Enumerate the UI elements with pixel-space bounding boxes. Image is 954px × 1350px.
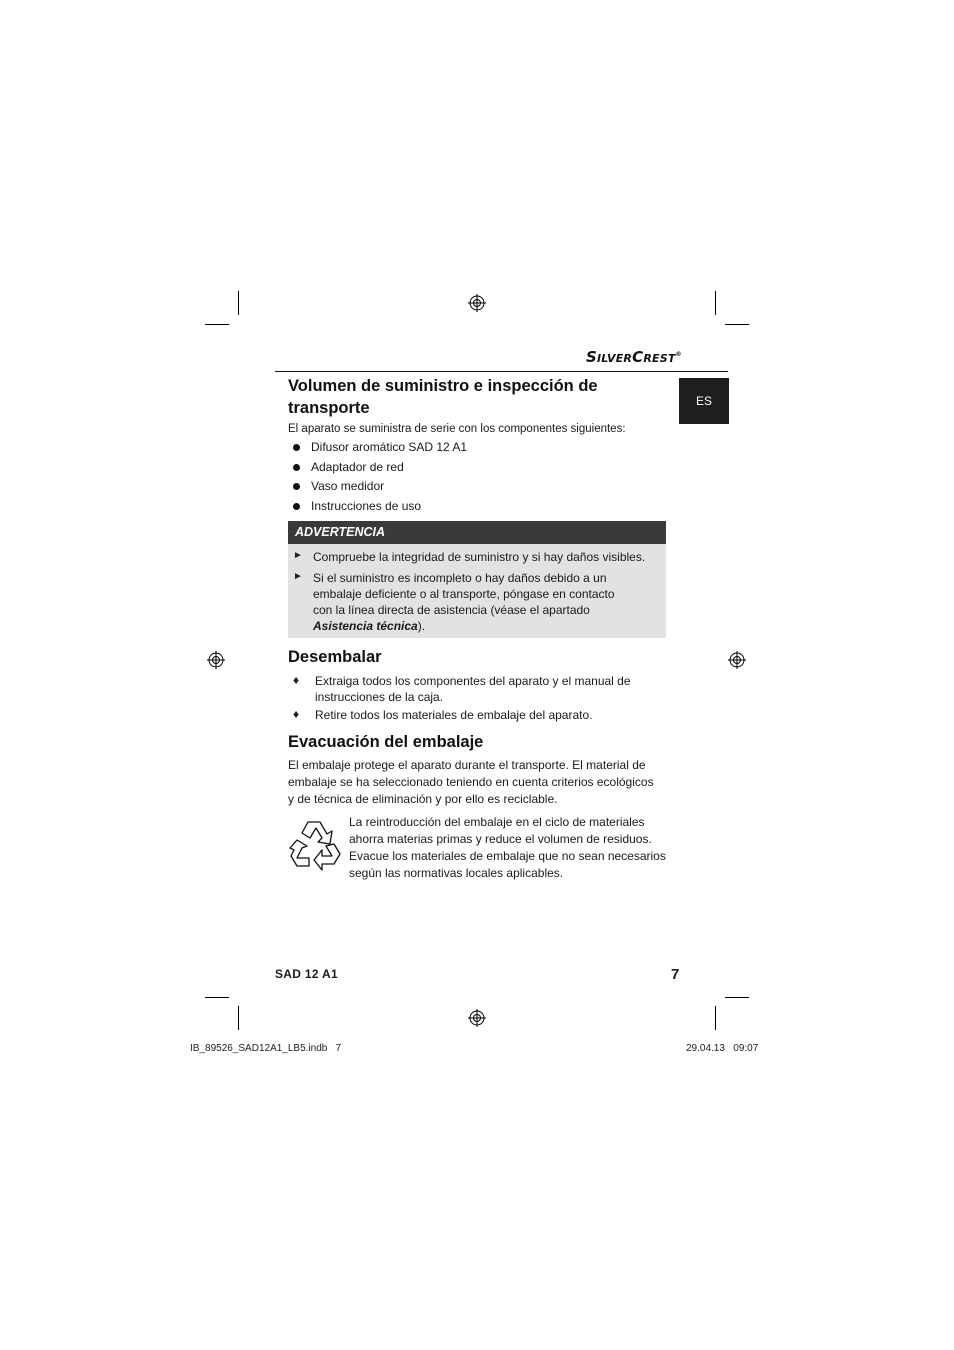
print-slug-file: IB_89526_SAD12A1_LB5.indb 7 [190, 1043, 342, 1054]
arrow-bullet-icon: ► [293, 550, 303, 561]
crop-mark [238, 291, 239, 315]
arrow-bullet-icon: ► [293, 571, 303, 582]
language-tab: ES [679, 378, 729, 424]
diamond-bullet-icon: ♦ [293, 673, 300, 687]
crop-mark [715, 291, 716, 315]
disposal-paragraph: El embalaje protege el aparato durante el transporte. El material de embalaje se ha seleccionado teniendo en cuenta criterios ecológicos y de técnica de eliminación y por ello es reciclable. [288, 758, 654, 806]
crop-mark [725, 997, 749, 998]
diamond-bullet-icon: ♦ [293, 707, 300, 721]
section-title-unpacking: Desembalar [288, 648, 382, 666]
delivery-intro: El aparato se suministra de serie con los componentes siguientes: [288, 423, 626, 435]
header-rule [275, 371, 728, 372]
model-number: SAD 12 A1 [275, 967, 338, 981]
unpacking-step: Retire todos los materiales de embalaje del aparato. [315, 708, 593, 722]
crop-mark [238, 1006, 239, 1030]
warning-item: Compruebe la integridad de suministro y si hay daños visibles. [313, 550, 646, 564]
brand-logo: SILVERCREST® [586, 348, 682, 366]
crop-mark [725, 324, 749, 325]
registration-mark-icon [207, 651, 225, 669]
registration-mark-icon [468, 1009, 486, 1027]
section-title-disposal: Evacuación del embalaje [288, 733, 484, 751]
crop-mark [205, 997, 229, 998]
registration-mark-icon [728, 651, 746, 669]
warning-header: ADVERTENCIA [288, 521, 666, 544]
unpacking-step: Extraiga todos los componentes del aparato y el manual de instrucciones de la caja. [315, 674, 631, 704]
section-title-delivery: Volumen de suministro e inspección de transporte [288, 377, 598, 417]
page-number: 7 [671, 966, 680, 983]
recycling-icon [288, 816, 344, 872]
registration-mark-icon [468, 294, 486, 312]
crop-mark [715, 1006, 716, 1030]
print-slug-date: 29.04.13 09:07 [686, 1043, 759, 1054]
recycling-text: La reintroducción del embalaje en el ciclo de materiales ahorra materias primas y reduce el volumen de residuos. Evacue los materiales de embalaje que no sean necesarios según las normativas locales aplicables. [349, 815, 666, 880]
warning-item: Si el suministro es incompleto o hay daños debido a un embalaje deficiente o al transporte, póngase en contacto con la línea directa de asistencia (véase el apartado Asistencia técnica). [313, 571, 615, 633]
crop-mark [205, 324, 229, 325]
